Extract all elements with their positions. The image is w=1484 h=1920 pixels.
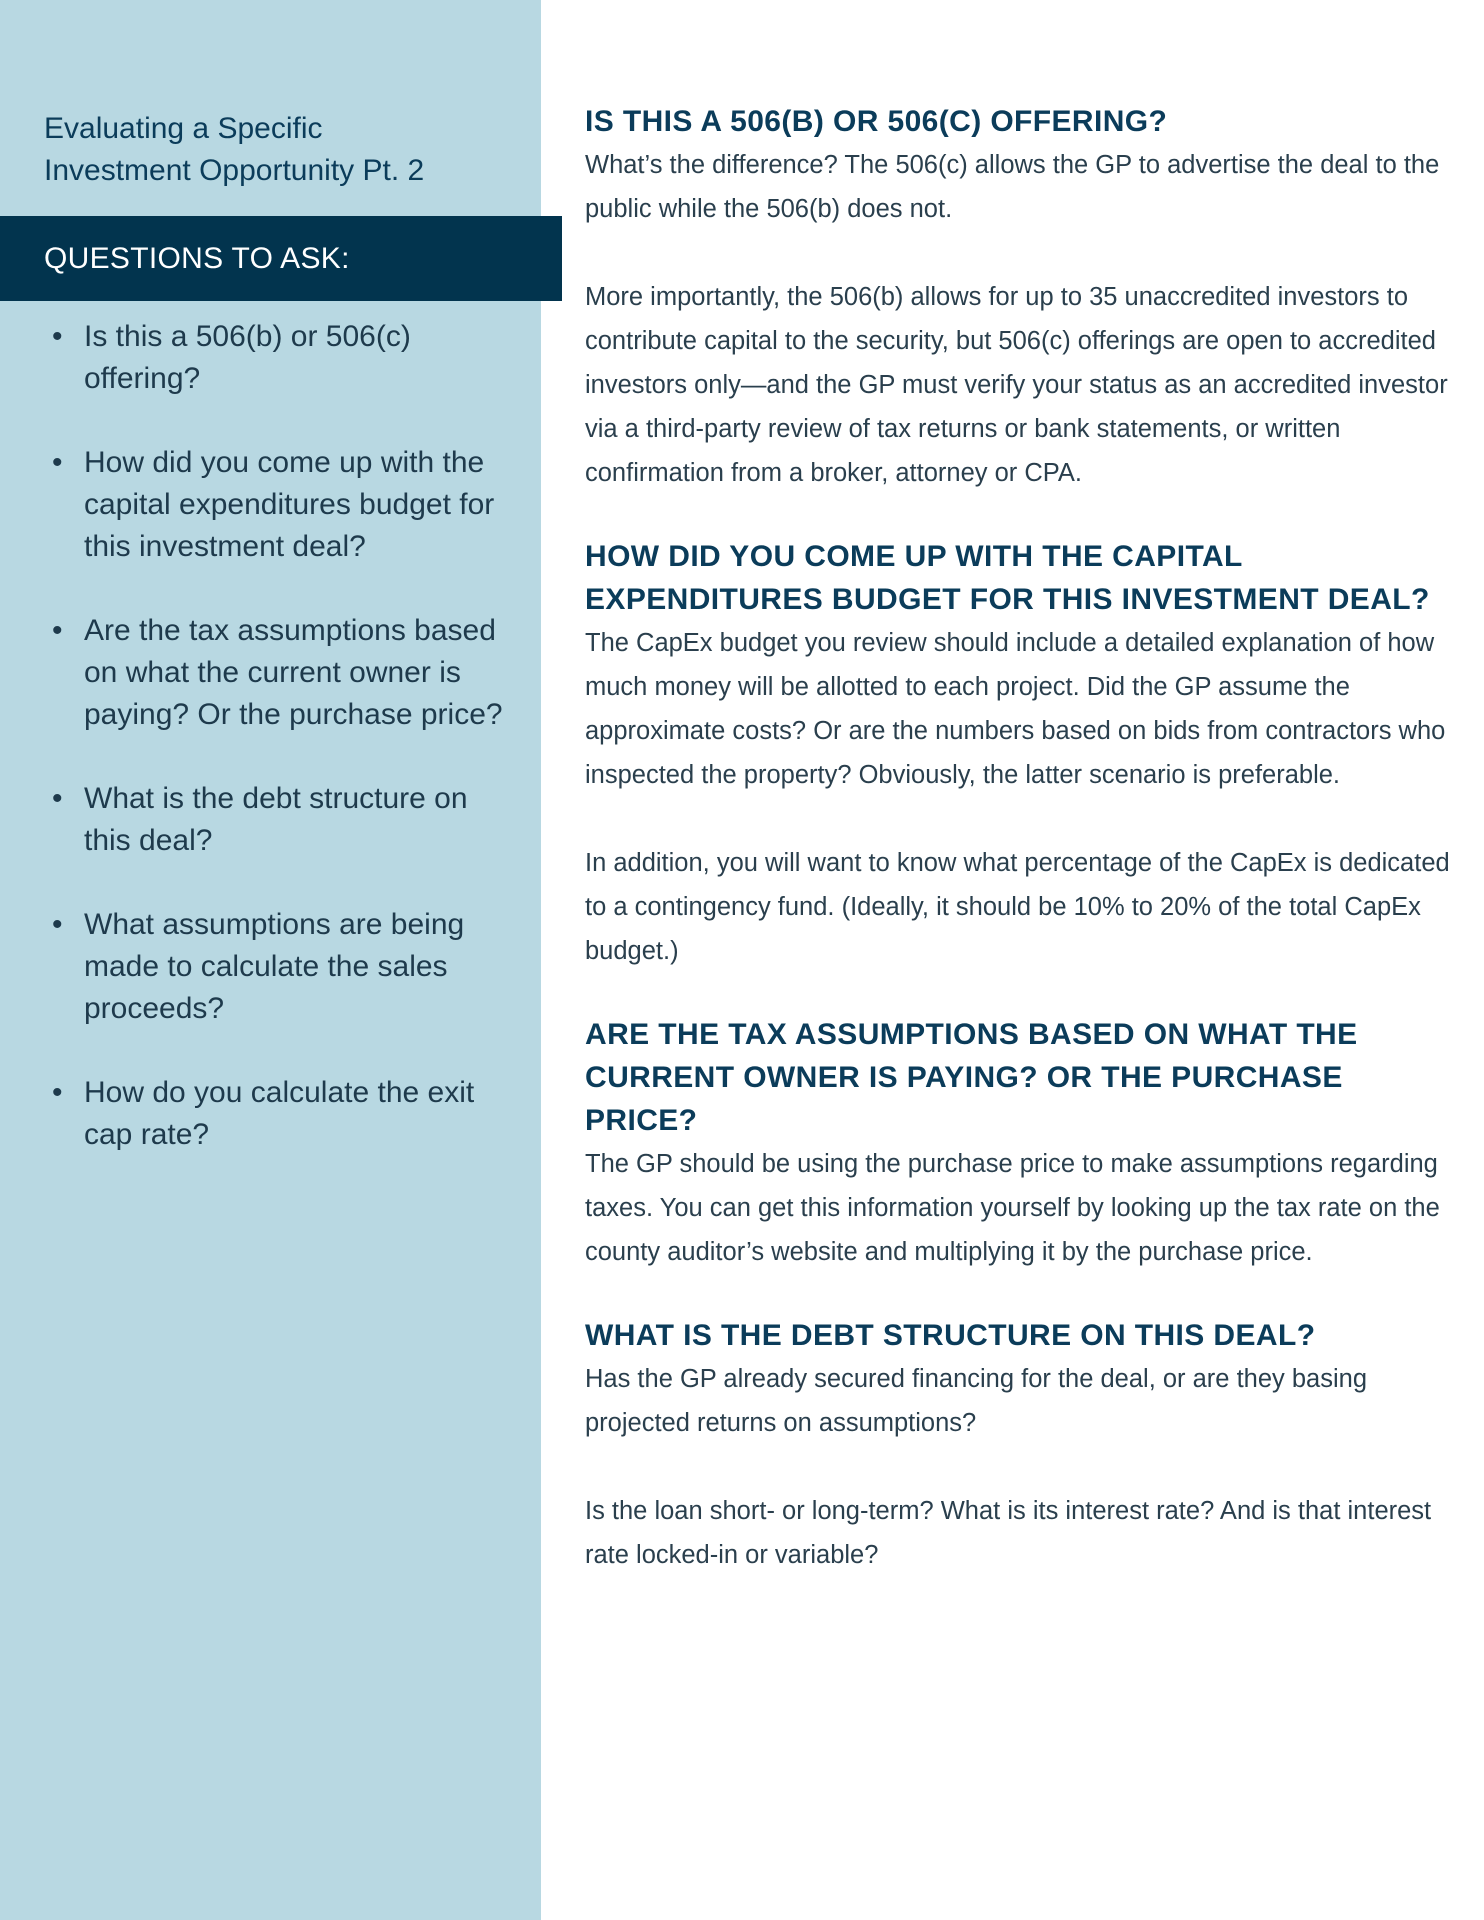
bullet-icon: • bbox=[52, 446, 63, 479]
list-item bbox=[44, 442, 514, 568]
question-text: Are the tax assumptions based on what the current owner is paying? Or the purchase price? bbox=[84, 614, 503, 731]
section-paragraph: In addition, you will want to know what percentage of the CapEx is dedicated to a contingency fund. (Ideally, it should be 10% to 20% of the total CapEx budget.) bbox=[585, 849, 1450, 965]
bullet-icon: • bbox=[52, 320, 63, 353]
bullet-icon: • bbox=[52, 614, 63, 647]
section-capex-budget bbox=[585, 535, 1455, 973]
questions-banner-label: QUESTIONS TO ASK: bbox=[44, 241, 350, 275]
title-line-1: Evaluating a Specific bbox=[44, 112, 323, 145]
section-paragraph: More importantly, the 506(b) allows for up to 35 unaccredited investors to contribute capital to the security, but 506(c) offerings are open to accredited investors only—and the GP must verify your status as an accredited investor via a third-party review of tax returns or bank statements, or written confirmation from a broker, attorney or CPA. bbox=[585, 283, 1448, 487]
section-506-offering bbox=[585, 100, 1455, 495]
question-text: How do you calculate the exit cap rate? bbox=[84, 1076, 475, 1151]
section-paragraph: The GP should be using the purchase price to make assumptions regarding taxes. You can get this information yourself by looking up the tax rate on the county auditor’s website and multiplying it by the purchase price. bbox=[585, 1150, 1440, 1266]
section-heading: WHAT IS THE DEBT STRUCTURE ON THIS DEAL? bbox=[585, 1319, 1316, 1352]
section-paragraph: What’s the difference? The 506(c) allows the GP to advertise the deal to the public while the 506(b) does not. bbox=[585, 151, 1440, 223]
questions-list bbox=[44, 316, 514, 1198]
list-item bbox=[44, 316, 514, 400]
section-heading: ARE THE TAX ASSUMPTIONS BASED ON WHAT THE CURRENT OWNER IS PAYING? OR THE PURCHASE PRICE? bbox=[585, 1018, 1358, 1137]
question-text: What assumptions are being made to calculate the sales proceeds? bbox=[84, 908, 465, 1025]
list-item bbox=[44, 610, 514, 736]
section-heading: IS THIS A 506(B) OR 506(C) OFFERING? bbox=[585, 105, 1168, 138]
section-heading: HOW DID YOU COME UP WITH THE CAPITAL EXPENDITURES BUDGET FOR THIS INVESTMENT DEAL? bbox=[585, 540, 1430, 616]
document-title bbox=[44, 108, 524, 192]
main-content bbox=[585, 100, 1455, 1617]
list-item bbox=[44, 904, 514, 1030]
section-paragraph: Has the GP already secured financing for the deal, or are they basing projected returns on assumptions? bbox=[585, 1365, 1367, 1437]
bullet-icon: • bbox=[52, 782, 63, 815]
section-paragraph: The CapEx budget you review should include a detailed explanation of how much money will be allotted to each project. Did the GP assume the approximate costs? Or are the numbers based on bids from contractors who inspected the property? Obviously, the latter scenario is preferable. bbox=[585, 629, 1446, 789]
list-item bbox=[44, 1072, 514, 1156]
section-debt-structure bbox=[585, 1314, 1455, 1577]
title-line-2: Investment Opportunity Pt. 2 bbox=[44, 154, 425, 187]
questions-banner bbox=[0, 216, 562, 301]
question-text: How did you come up with the capital expenditures budget for this investment deal? bbox=[84, 446, 495, 563]
list-item bbox=[44, 778, 514, 862]
sidebar-panel bbox=[0, 0, 541, 1920]
question-text: Is this a 506(b) or 506(c) offering? bbox=[84, 320, 411, 395]
section-paragraph: Is the loan short- or long-term? What is its interest rate? And is that interest rate locked-in or variable? bbox=[585, 1497, 1432, 1569]
bullet-icon: • bbox=[52, 908, 63, 941]
bullet-icon: • bbox=[52, 1076, 63, 1109]
question-text: What is the debt structure on this deal? bbox=[84, 782, 468, 857]
section-tax-assumptions bbox=[585, 1013, 1455, 1274]
